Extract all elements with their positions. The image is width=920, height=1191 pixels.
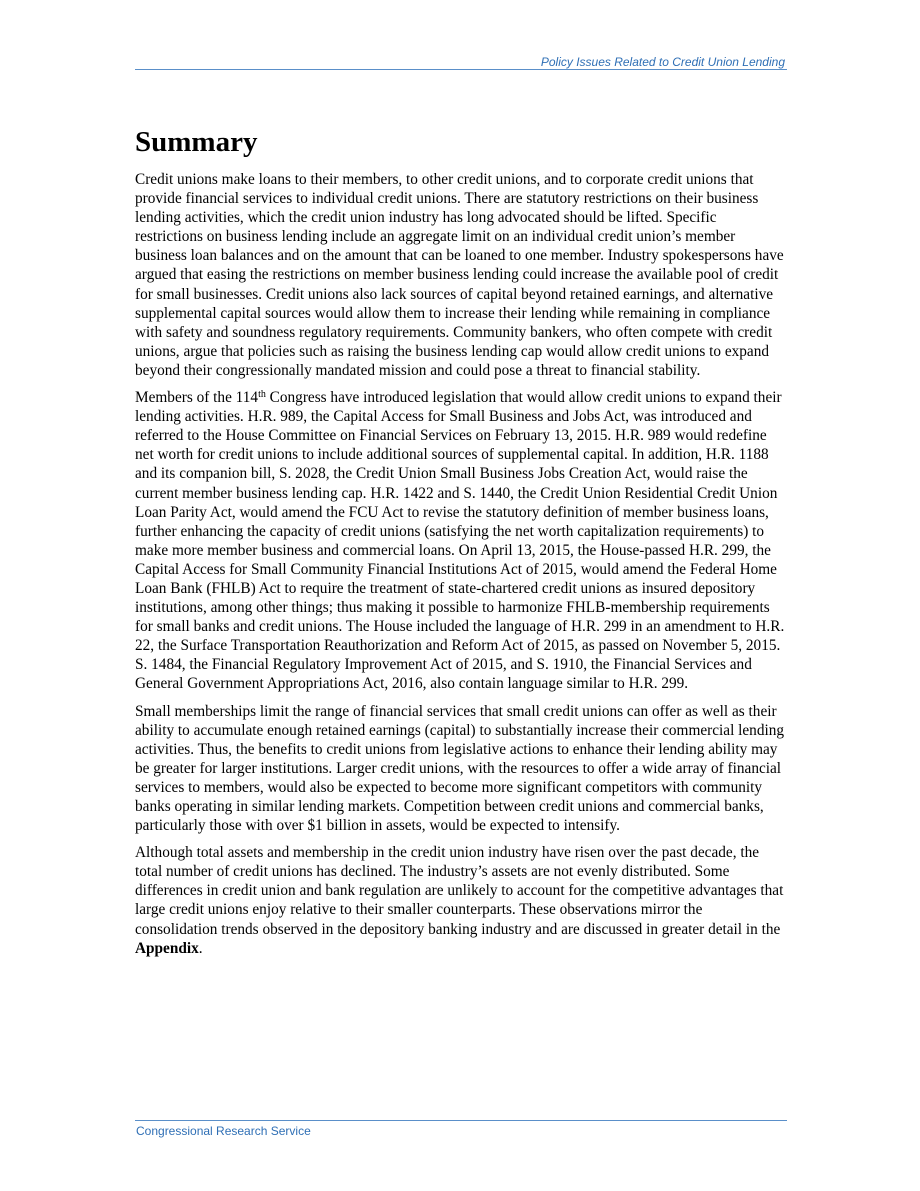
paragraph-text-lead: Although total assets and membership in the credit union industry have risen over the past decade, the total number of credit unions has declined. The industry’s assets are not evenly distributed. Some differences in credit union and bank regulation are unlikely to account for the competitive advantages that large credit unions enjoy relative to their smaller counterparts. These observations mirror the consolidation trends observed in the depository banking industry and are discussed in greater detail in the bbox=[135, 844, 784, 938]
document-body bbox=[135, 124, 787, 966]
paragraph-text-rest: Congress have introduced legislation that would allow credit unions to expand their lending activities. H.R. 989, the Capital Access for Small Business and Jobs Act, was introduced and referred to the House Committee on Financial Services on February 13, 2015. H.R. 989 would redefine net worth for credit unions to include additional sources of supplemental capital. In addition, H.R. 1188 and its companion bill, S. 2028, the Credit Union Small Business Jobs Creation Act, would raise the current member business lending cap. H.R. 1422 and S. 1440, the Credit Union Residential Credit Union Loan Parity Act, would amend the FCU Act to revise the statutory definition of member business loans, further enhancing the capacity of credit unions (satisfying the net worth capitalization requirements) to make more member business and commercial loans. On April 13, 2015, the House-passed H.R. 299, the Capital Access for Small Community Financial Institutions Act of 2015, would amend the Federal Home Loan Bank (FHLB) Act to require the treatment of state-chartered credit unions as insured depository institutions, among other things; thus making it possible to harmonize FHLB-membership requirements for small banks and credit unions. The House included the language of H.R. 299 in an amendment to H.R. 22, the Surface Transportation Reauthorization and Reform Act of 2015, as passed on November 5, 2015. S. 1484, the Financial Regulatory Improvement Act of 2015, and S. 1910, the Financial Services and General Government Appropriations Act, 2016, also contain language similar to H.R. 299. bbox=[135, 389, 785, 693]
page-footer bbox=[135, 1120, 787, 1138]
running-header bbox=[135, 53, 787, 70]
summary-paragraph-3 bbox=[135, 702, 787, 836]
footer-org-name: Congressional Research Service bbox=[136, 1124, 311, 1138]
running-title: Policy Issues Related to Credit Union Lending bbox=[540, 55, 785, 69]
paragraph-text-lead: Members of the 114 bbox=[135, 389, 259, 407]
summary-paragraph-1 bbox=[135, 170, 787, 380]
paragraph-text: Credit unions make loans to their members, to other credit unions, and to corporate credit unions that provide financial services to individual credit unions. There are statutory restrictions on their business lending activities, which the credit union industry has long advocated should be lifted. Specific restrictions on business lending include an aggregate limit on an individual credit union’s member business loan balances and on the amount that can be loaned to one member. Industry spokespersons have argued that easing the restrictions on member business lending could increase the available pool of credit for small businesses. Credit unions also lack sources of capital beyond retained earnings, and alternative supplemental capital sources would allow them to increase their lending while remaining in compliance with safety and soundness regulatory requirements. Community bankers, who often compete with credit unions, argue that policies such as raising the business lending cap would allow credit unions to expand beyond their congressionally mandated mission and could pose a threat to financial stability. bbox=[135, 171, 784, 379]
section-title: Summary bbox=[135, 126, 258, 158]
summary-paragraph-2 bbox=[135, 388, 787, 694]
paragraph-text: Small memberships limit the range of financial services that small credit unions can offer as well as their ability to accumulate enough retained earnings (capital) to substantially increase their commercial lending activities. Thus, the benefits to credit unions from legislative actions to enhance their lending ability may be greater for larger institutions. Larger credit unions, with the resources to offer a wide array of financial services to members, would also be expected to become more significant competitors with community banks operating in similar lending markets. Competition between credit unions and commercial banks, particularly those with over $1 billion in assets, would be expected to intensify. bbox=[135, 702, 785, 835]
paragraph-text-end: . bbox=[198, 939, 203, 957]
appendix-link[interactable]: Appendix bbox=[135, 939, 199, 957]
summary-paragraph-4 bbox=[135, 843, 787, 958]
ordinal-superscript: th bbox=[258, 389, 266, 401]
